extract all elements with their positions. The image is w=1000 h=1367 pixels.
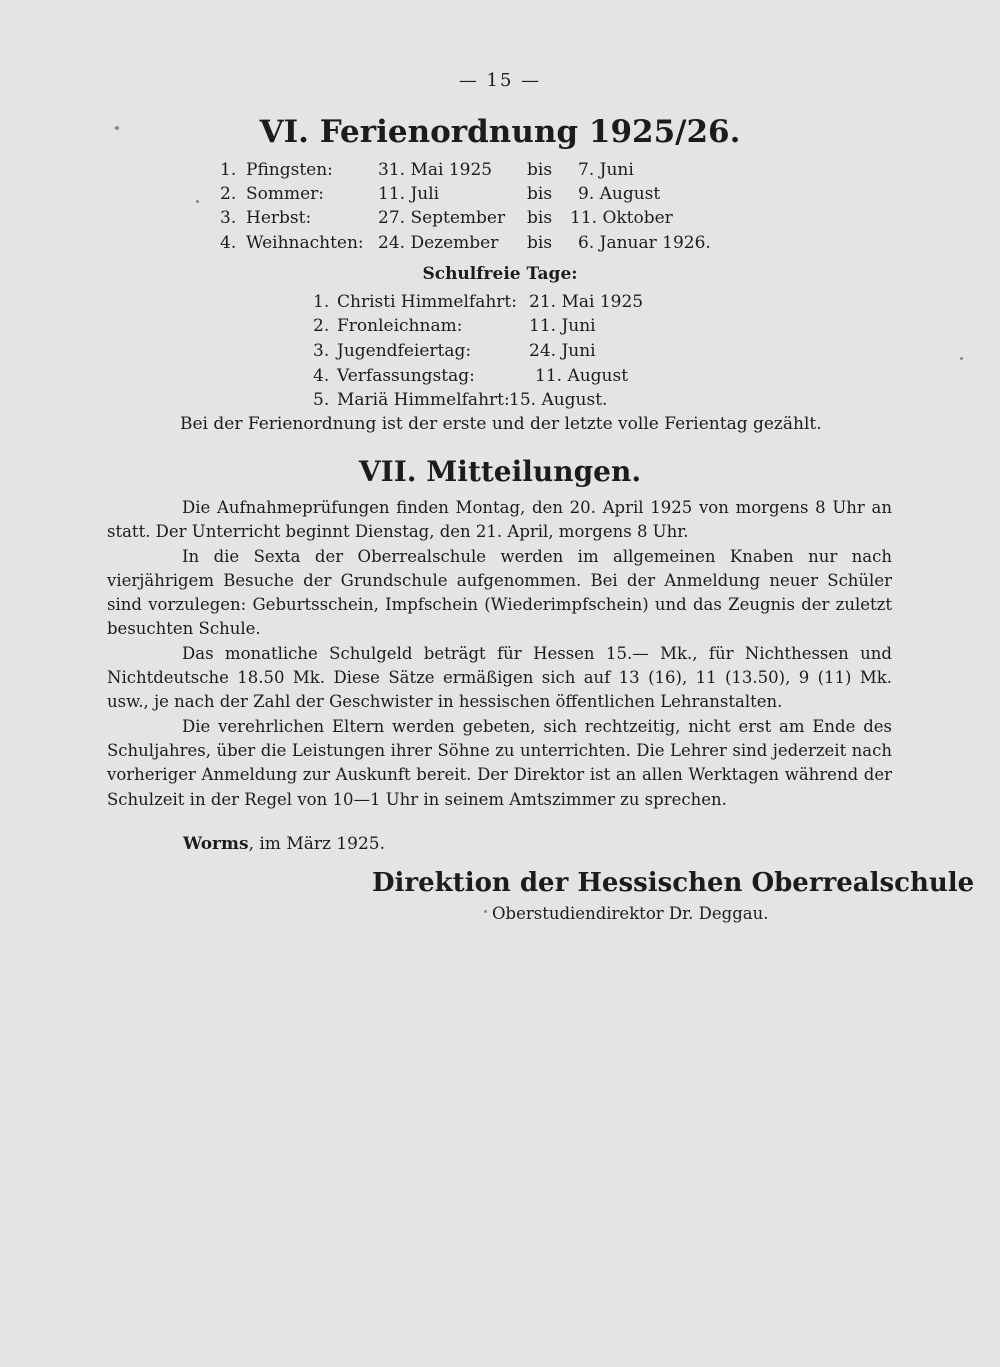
free-day-num: 3. bbox=[313, 341, 330, 361]
holiday-num: 1. bbox=[220, 160, 237, 180]
holiday-num: 3. bbox=[220, 208, 237, 228]
paragraph: In die Sexta der Oberrealschule werden im allgemeinen Knaben nur nach vierjährigem Besuche der Grundschule aufgenommen. Bei der Anmeldung neuer Schüler sind vorzulegen: Geburtsschein, Impfschein (Wiederimpfschein) und das Zeugnis der zuletzt besuchten Schule. bbox=[107, 546, 892, 639]
free-day-date: 21. Mai 1925 bbox=[529, 292, 644, 312]
holiday-from: 24. Dezember bbox=[378, 233, 499, 253]
holiday-num: 2. bbox=[220, 184, 237, 204]
free-day-num: 4. bbox=[313, 366, 330, 386]
holiday-sep: bis bbox=[527, 184, 553, 204]
signature-signer: Oberstudiendirektor Dr. Deggau. bbox=[492, 904, 769, 923]
paragraph: Die verehrlichen Eltern werden gebeten, sich rechtzeitig, nicht erst am Ende des Schuljahres, über die Leistungen ihrer Söhne zu unterrichten. Die Lehrer sind jederzeit nach vorheriger Anmeldung zur Auskunft bereit. Der Direktor ist an allen Werktagen während der Schulzeit in der Regel von 10—1 Uhr in seinem Amtszimmer zu sprechen. bbox=[107, 716, 892, 809]
free-day-name: Fronleichnam: bbox=[337, 316, 463, 336]
holiday-from: 31. Mai 1925 bbox=[378, 160, 493, 180]
holiday-to: 11. Oktober bbox=[570, 208, 673, 228]
section-7-title: VII. Mitteilungen. bbox=[358, 455, 642, 488]
paper-speck bbox=[960, 357, 963, 360]
paper-speck bbox=[115, 126, 119, 130]
free-day-name: Christi Himmelfahrt: bbox=[337, 292, 517, 312]
holiday-num: 4. bbox=[220, 233, 237, 253]
signature-institution: Direktion der Hessischen Oberrealschule bbox=[372, 868, 975, 898]
place-name: Worms bbox=[183, 834, 249, 854]
date-text: , im März 1925. bbox=[248, 834, 386, 854]
free-day-name: Jugendfeiertag: bbox=[337, 341, 472, 361]
free-day-date: 11. Juni bbox=[529, 316, 596, 336]
free-day-date: 15. August. bbox=[509, 390, 608, 410]
paper-speck bbox=[196, 200, 199, 203]
free-days-heading: Schulfreie Tage: bbox=[422, 264, 578, 284]
holiday-to: 9. August bbox=[578, 184, 661, 204]
page-number: — 15 — bbox=[458, 70, 542, 91]
free-day-name: Mariä Himmelfahrt: bbox=[337, 390, 510, 410]
section-6-title: VI. Ferienordnung 1925/26. bbox=[259, 114, 741, 150]
free-day-num: 2. bbox=[313, 316, 330, 336]
paragraph: Das monatliche Schulgeld beträgt für Hessen 15.— Mk., für Nichthessen und Nichtdeutsche 18.50 Mk. Diese Sätze ermäßigen sich auf 13 (16), 11 (13.50), 9 (11) Mk. usw., je nach der Zahl der Geschwister in hessischen öffentlichen Lehranstalten. bbox=[107, 643, 892, 712]
free-day-date: 11. August bbox=[535, 366, 629, 386]
free-day-num: 5. bbox=[313, 390, 330, 410]
holiday-name: Herbst: bbox=[246, 208, 312, 228]
paper-speck bbox=[484, 910, 487, 913]
holiday-to: 6. Januar 1926. bbox=[578, 233, 711, 253]
announcements-body bbox=[107, 496, 892, 812]
holiday-name: Sommer: bbox=[246, 184, 325, 204]
holiday-note: Bei der Ferienordnung ist der erste und der letzte volle Ferientag gezählt. bbox=[180, 414, 822, 434]
holiday-sep: bis bbox=[527, 233, 553, 253]
free-day-name: Verfassungstag: bbox=[337, 366, 475, 386]
free-day-num: 1. bbox=[313, 292, 330, 312]
free-day-date: 24. Juni bbox=[529, 341, 596, 361]
holiday-name: Pfingsten: bbox=[246, 160, 333, 180]
holiday-to: 7. Juni bbox=[578, 160, 634, 180]
holiday-name: Weihnachten: bbox=[246, 233, 364, 253]
place-date-line bbox=[183, 832, 385, 856]
holiday-sep: bis bbox=[527, 160, 553, 180]
paragraph: Die Aufnahmeprüfungen finden Montag, den 20. April 1925 von morgens 8 Uhr an statt. Der Unterricht beginnt Dienstag, den 21. April, morgens 8 Uhr. bbox=[107, 498, 892, 542]
holiday-sep: bis bbox=[527, 208, 553, 228]
holiday-from: 11. Juli bbox=[378, 184, 440, 204]
holiday-from: 27. September bbox=[378, 208, 506, 228]
